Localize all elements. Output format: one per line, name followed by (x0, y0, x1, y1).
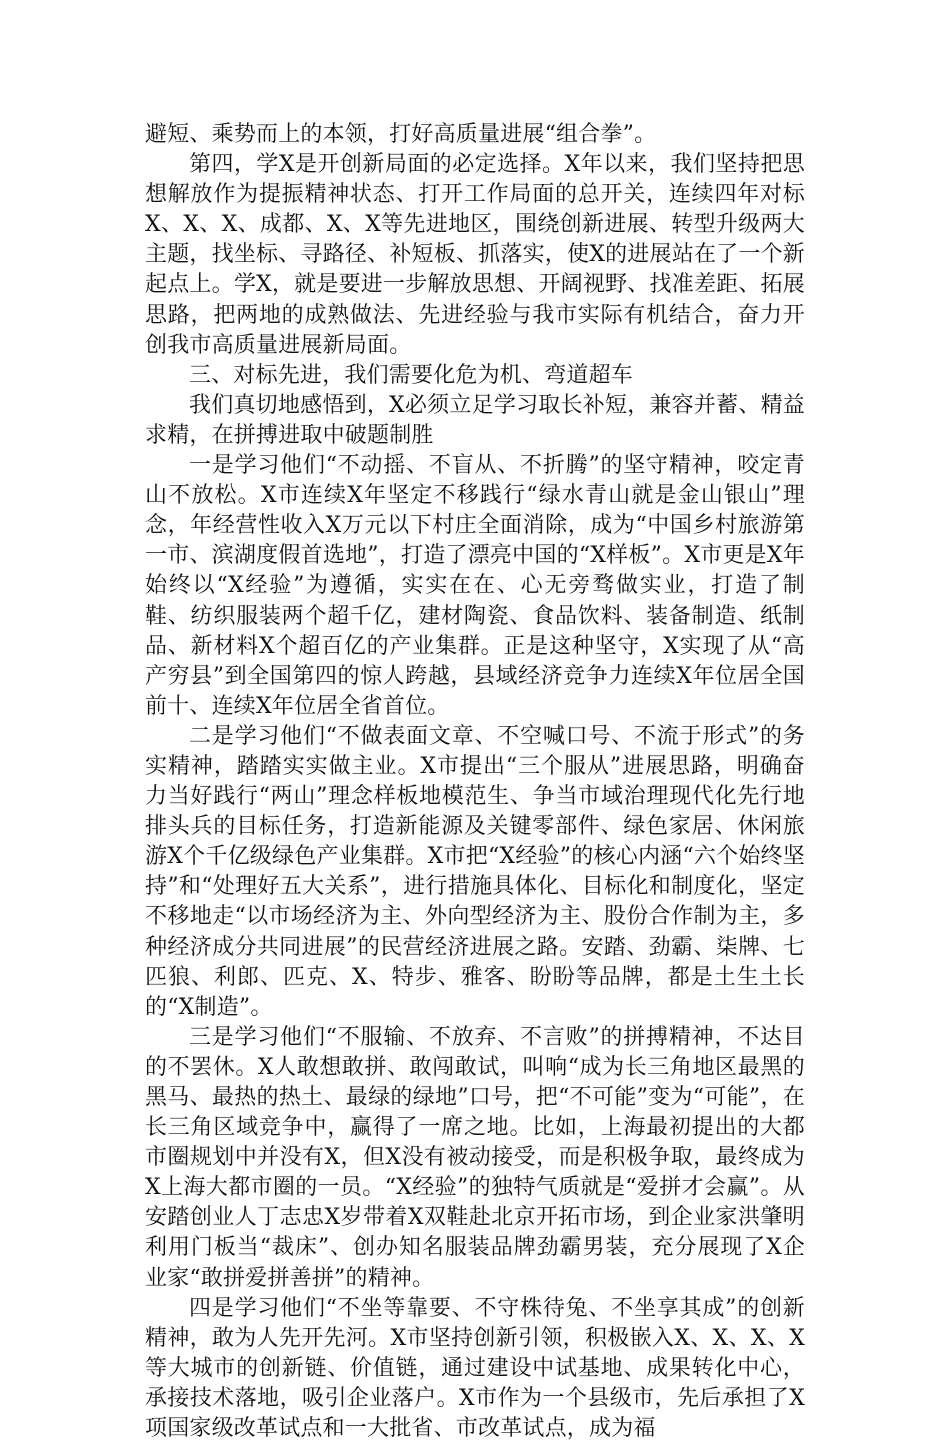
paragraph-1: 避短、乘势而上的本领，打好高质量进展“组合拳”。 (145, 122, 657, 147)
paragraph-4: 我们真切地感悟到，X必须立足学习取长补短，兼容并蓄、精益求精，在拼搏进取中破题制胜 (145, 392, 805, 448)
paragraph-8: 四是学习他们“不坐等靠要、不守株待兔、不坐享其成”的创新精神，敢为人先开先河。X市坚持创新引领，积极嵌入X、X、X、X等大城市的创新链、价值链，通过建设中试基地、成果转化中心，承接技术落地，吸引企业落户。X市作为一个县级市，先后承担了X项国家级改革试点和一大批省、市改革试点，成为福 (145, 1295, 805, 1442)
paragraph-2: 第四，学X是开创新局面的必定选择。X年以来，我们坚持把思想解放作为提振精神状态、打开工作局面的总开关，连续四年对标X、X、X、成都、X、X等先进地区，围绕创新进展、转型升级两大主题，找坐标、寻路径、补短板、抓落实，使X的进展站在了一个新起点上。学X，就是要进一步解放思想、开阔视野、找准差距、拓展思路，把两地的成熟做法、先进经验与我市实际有机结合，奋力开创我市高质量进展新局面。 (145, 152, 805, 358)
document-body (145, 120, 805, 1444)
section-heading-3: 三、对标先进，我们需要化危为机、弯道超车 (189, 362, 634, 388)
paragraph-7: 三是学习他们“不服输、不放弃、不言败”的拼搏精神，不达目的不罢休。X人敢想敢拼、敢闯敢试，叫响“成为长三角地区最黑的黑马、最热的热土、最绿的绿地”口号，把“不可能”变为“可能”，在长三角区域竞争中，赢得了一席之地。比如，上海最初提出的大都市圈规划中并没有X，但X没有被动接受，而是积极争取，最终成为X上海大都市圈的一员。“X经验”的独特气质就是“爱拼才会赢”。从安踏创业人丁志忠X岁带着X双鞋赴北京开拓市场，到企业家洪肇明利用门板当“裁床”、创办知名服装品牌劲霸男装，充分展现了X企业家“敢拼爱拼善拼”的精神。 (145, 1024, 805, 1291)
paragraph-5: 一是学习他们“不动摇、不盲从、不折腾”的坚守精神，咬定青山不放松。X市连续X年坚定不移践行“绿水青山就是金山银山”理念，年经营性收入X万元以下村庄全面消除，成为“中国乡村旅游第一市、滨湖度假首选地”，打造了漂亮中国的“X样板”。X市更是X年始终以“X经验”为遵循，实实在在、心无旁骛做实业，打造了制鞋、纺织服装两个超千亿，建材陶瓷、食品饮料、装备制造、纸制品、新材料X个超百亿的产业集群。正是这种坚守，X实现了从“高产穷县”到全国第四的惊人跨越，县域经济竞争力连续X年位居全国前十、连续X年位居全省首位。 (145, 453, 805, 719)
paragraph-6: 二是学习他们“不做表面文章、不空喊口号、不流于形式”的务实精神，踏踏实实做主业。X市提出“三个服从”进展思路，明确奋力当好践行“两山”理念样板地模范生、争当市域治理现代化先行地排头兵的目标任务，打造新能源及关键零部件、绿色家居、休闲旅游X个千亿级绿色产业集群。X市把“X经验”的核心内涵“六个始终坚持”和“处理好五大关系”，进行措施具体化、目标化和制度化，坚定不移地走“以市场经济为主、外向型经济为主、股份合作制为主，多种经济成分共同进展”的民营经济进展之路。安踏、劲霸、柒牌、七匹狼、利郎、匹克、X、特步、雅客、盼盼等品牌，都是土生土长的“X制造”。 (145, 723, 805, 1020)
